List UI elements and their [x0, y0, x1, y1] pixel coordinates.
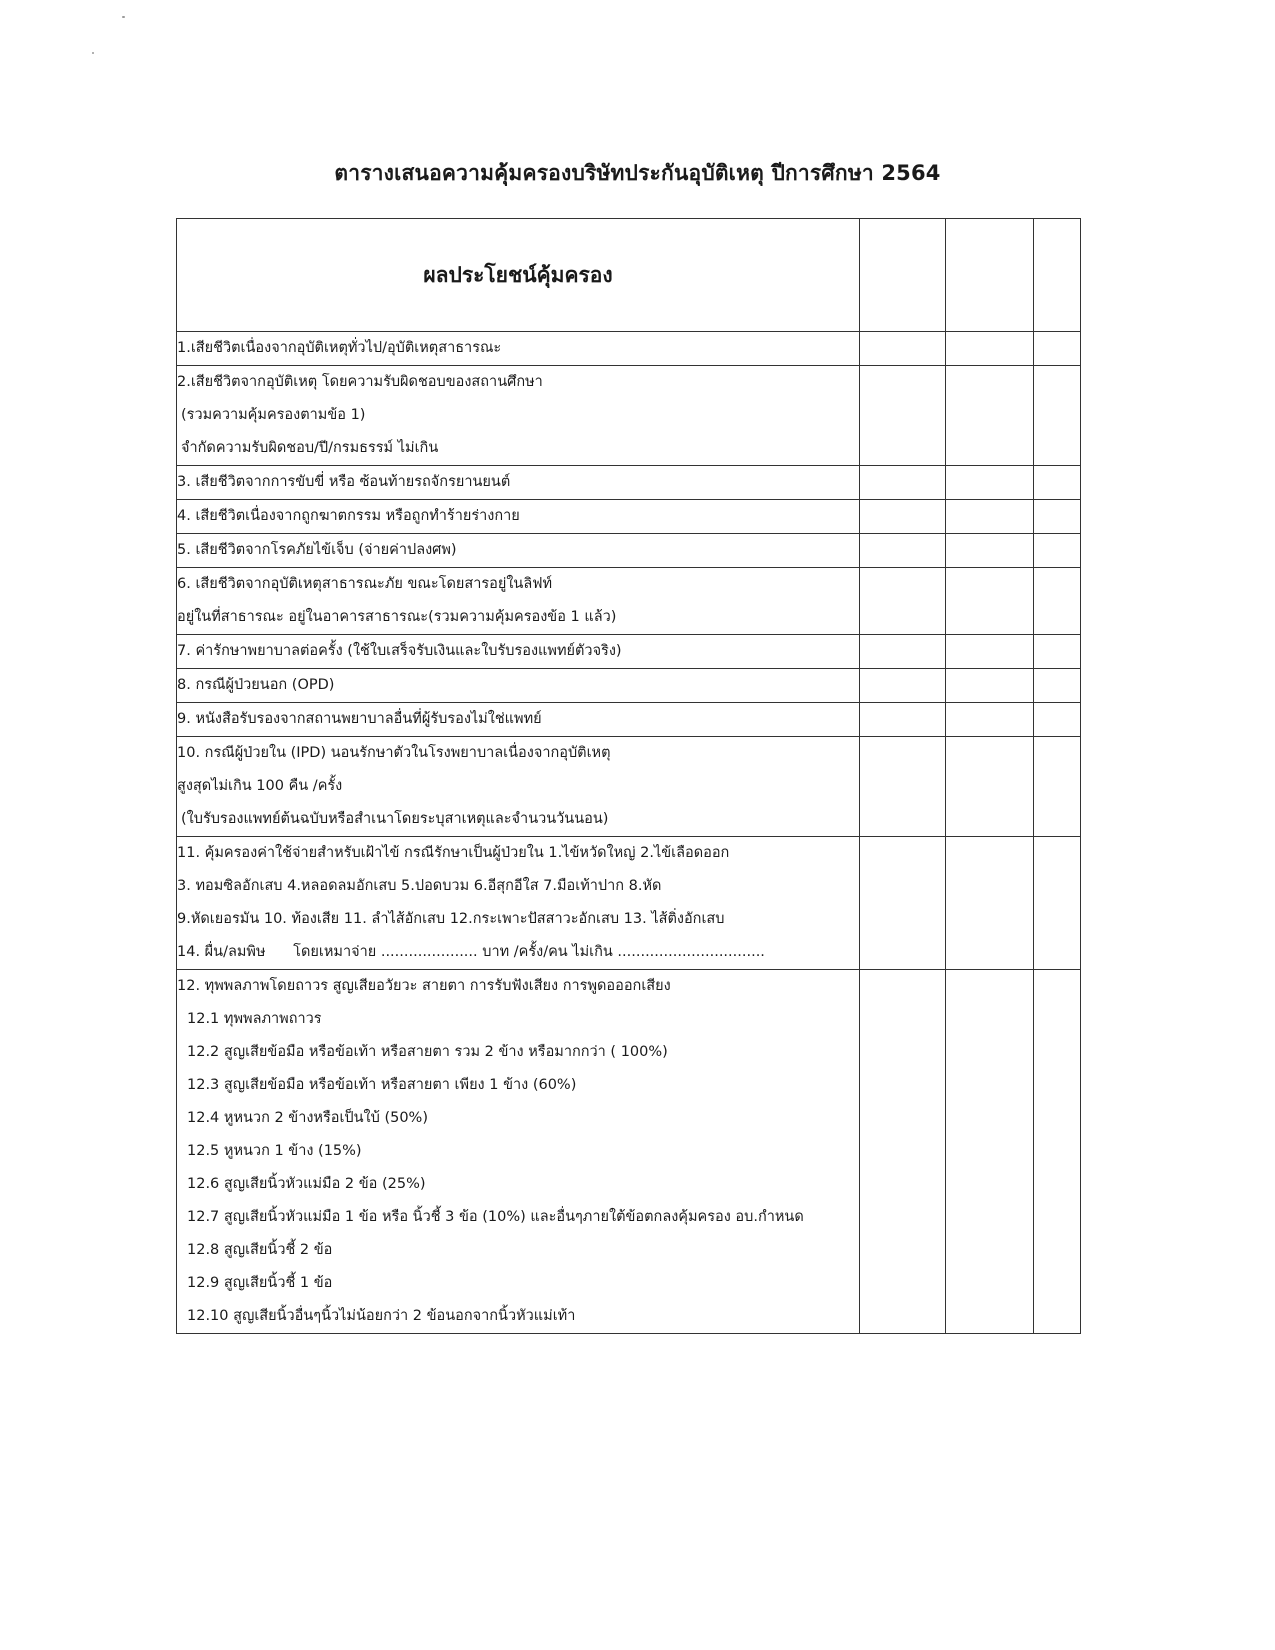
value-cell — [860, 970, 946, 1334]
value-cell — [946, 635, 1034, 669]
value-cell — [1034, 534, 1081, 568]
benefit-line: 12.10 สูญเสียนิ้วอื่นๆนิ้วไม่น้อยกว่า 2 ข้อนอกจากนิ้วหัวแม่เท้า — [187, 1308, 576, 1324]
table-row — [177, 635, 1081, 669]
value-cell — [860, 534, 946, 568]
value-cell — [946, 737, 1034, 837]
value-cell — [1034, 837, 1081, 970]
company-column-1-header — [860, 219, 946, 332]
benefit-line: 6. เสียชีวิตจากอุบัติเหตุสาธารณะภัย ขณะโดยสารอยู่ในลิฟท์ — [177, 576, 553, 592]
benefit-line: 14. ผื่น/ลมพิษ โดยเหมาจ่าย ..................... บาท /ครั้ง/คน ไม่เกิน ................................ — [177, 944, 765, 960]
benefit-line: 12. ทุพพลภาพโดยถาวร สูญเสียอวัยวะ สายตา การรับฟังเสียง การพูดอออกเสียง — [177, 978, 671, 994]
value-cell — [946, 366, 1034, 466]
benefit-line: 5. เสียชีวิตจากโรคภัยไข้เจ็บ (จ่ายค่าปลงศพ) — [177, 542, 457, 558]
coverage-table — [176, 218, 1081, 1334]
benefit-line: 12.5 หูหนวก 1 ข้าง (15%) — [187, 1143, 362, 1159]
benefit-line: 12.4 หูหนวก 2 ข้างหรือเป็นใบ้ (50%) — [187, 1110, 428, 1126]
benefit-line: 12.2 สูญเสียข้อมือ หรือข้อเท้า หรือสายตา รวม 2 ข้าง หรือมากกว่า ( 100%) — [187, 1044, 668, 1060]
value-cell — [946, 703, 1034, 737]
value-cell — [860, 568, 946, 635]
benefit-label — [177, 500, 860, 534]
benefit-line: 12.8 สูญเสียนิ้วชี้ 2 ข้อ — [187, 1242, 333, 1258]
benefit-label — [177, 703, 860, 737]
benefit-line: อยู่ในที่สาธารณะ อยู่ในอาคารสาธารณะ(รวมความคุ้มครองข้อ 1 แล้ว) — [177, 609, 617, 625]
benefit-label — [177, 568, 860, 635]
benefit-line: 8. กรณีผู้ป่วยนอก (OPD) — [177, 677, 335, 693]
value-cell — [860, 837, 946, 970]
table-row — [177, 366, 1081, 466]
benefit-line: 2.เสียชีวิตจากอุบัติเหตุ โดยความรับผิดชอบของสถานศึกษา — [177, 374, 543, 390]
table-row — [177, 669, 1081, 703]
benefit-label — [177, 635, 860, 669]
document-title: ตารางเสนอความคุ้มครองบริษัทประกันอุบัติเหตุ ปีการศึกษา 2564 — [334, 161, 941, 185]
value-cell — [946, 466, 1034, 500]
value-cell — [1034, 366, 1081, 466]
benefit-line: 11. คุ้มครองค่าใช้จ่ายสำหรับเฝ้าไข้ กรณีรักษาเป็นผู้ป่วยใน 1.ไข้หวัดใหญ่ 2.ไข้เลือดออก — [177, 845, 730, 861]
benefit-line: 12.3 สูญเสียข้อมือ หรือข้อเท้า หรือสายตา เพียง 1 ข้าง (60%) — [187, 1077, 577, 1093]
benefit-line: 12.1 ทุพพลภาพถาวร — [187, 1011, 322, 1027]
scan-speck — [92, 52, 94, 54]
benefit-line: 4. เสียชีวิตเนื่องจากถูกฆาตกรรม หรือถูกทำร้ายร่างกาย — [177, 508, 520, 524]
benefit-line: 9. หนังสือรับรองจากสถานพยาบาลอื่นที่ผู้รับรองไม่ใช่แพทย์ — [177, 711, 542, 727]
benefit-line: 12.6 สูญเสียนิ้วหัวแม่มือ 2 ข้อ (25%) — [187, 1176, 426, 1192]
table-row — [177, 332, 1081, 366]
benefit-line: 10. กรณีผู้ป่วยใน (IPD) นอนรักษาตัวในโรงพยาบาลเนื่องจากอุบัติเหตุ — [177, 745, 611, 761]
benefit-line: สูงสุดไม่เกิน 100 คืน /ครั้ง — [177, 778, 343, 794]
benefit-label — [177, 970, 860, 1334]
value-cell — [1034, 332, 1081, 366]
value-cell — [860, 737, 946, 837]
benefit-label — [177, 466, 860, 500]
table-row — [177, 534, 1081, 568]
benefit-line: (รวมความคุ้มครองตามข้อ 1) — [181, 407, 366, 423]
benefit-line: 7. ค่ารักษาพยาบาลต่อครั้ง (ใช้ใบเสร็จรับเงินและใบรับรองแพทย์ตัวจริง) — [177, 643, 622, 659]
benefit-line: 1.เสียชีวิตเนื่องจากอุบัติเหตุทั่วไป/อุบัติเหตุสาธารณะ — [177, 340, 502, 356]
value-cell — [1034, 500, 1081, 534]
value-cell — [1034, 466, 1081, 500]
benefit-label — [177, 737, 860, 837]
value-cell — [1034, 970, 1081, 1334]
value-cell — [860, 635, 946, 669]
benefit-label — [177, 366, 860, 466]
value-cell — [860, 703, 946, 737]
benefit-label — [177, 332, 860, 366]
value-cell — [1034, 635, 1081, 669]
table-row — [177, 837, 1081, 970]
company-column-3-header — [1034, 219, 1081, 332]
scan-speck — [122, 16, 125, 18]
table-row — [177, 970, 1081, 1334]
value-cell — [946, 837, 1034, 970]
value-cell — [1034, 703, 1081, 737]
benefit-line: (ใบรับรองแพทย์ต้นฉบับหรือสำเนาโดยระบุสาเหตุและจำนวนวันนอน) — [181, 811, 609, 827]
table-header-label: ผลประโยชน์คุ้มครอง — [177, 219, 860, 332]
table-header-row — [177, 219, 1081, 332]
benefit-label — [177, 669, 860, 703]
value-cell — [946, 332, 1034, 366]
table-row — [177, 737, 1081, 837]
value-cell — [946, 500, 1034, 534]
value-cell — [860, 466, 946, 500]
value-cell — [946, 669, 1034, 703]
benefit-line: จำกัดความรับผิดชอบ/ปี/กรมธรรม์ ไม่เกิน — [181, 440, 439, 456]
table-row — [177, 466, 1081, 500]
benefit-line: 12.7 สูญเสียนิ้วหัวแม่มือ 1 ข้อ หรือ นิ้วชี้ 3 ข้อ (10%) และอื่นๆภายใต้ข้อตกลงคุ้มครอง อบ.กำหนด — [187, 1209, 804, 1225]
benefit-label — [177, 534, 860, 568]
value-cell — [1034, 568, 1081, 635]
value-cell — [1034, 737, 1081, 837]
coverage-table-wrapper — [176, 218, 1080, 1334]
value-cell — [860, 669, 946, 703]
table-row — [177, 703, 1081, 737]
value-cell — [946, 534, 1034, 568]
value-cell — [1034, 669, 1081, 703]
value-cell — [946, 970, 1034, 1334]
table-row — [177, 568, 1081, 635]
table-row — [177, 500, 1081, 534]
value-cell — [946, 568, 1034, 635]
benefit-line: 9.หัดเยอรมัน 10. ท้องเสีย 11. ลำไส้อักเสบ 12.กระเพาะปัสสาวะอักเสบ 13. ไส้ติ่งอักเสบ — [177, 911, 725, 927]
benefit-line: 12.9 สูญเสียนิ้วชี้ 1 ข้อ — [187, 1275, 333, 1291]
benefit-line: 3. ทอมซิลอักเสบ 4.หลอดลมอักเสบ 5.ปอดบวม 6.อีสุกอีใส 7.มือเท้าปาก 8.หัด — [177, 878, 662, 894]
company-column-2-header — [946, 219, 1034, 332]
value-cell — [860, 500, 946, 534]
benefit-line: 3. เสียชีวิตจากการขับขี่ หรือ ซ้อนท้ายรถจักรยานยนต์ — [177, 474, 511, 490]
value-cell — [860, 366, 946, 466]
benefit-label — [177, 837, 860, 970]
value-cell — [860, 332, 946, 366]
